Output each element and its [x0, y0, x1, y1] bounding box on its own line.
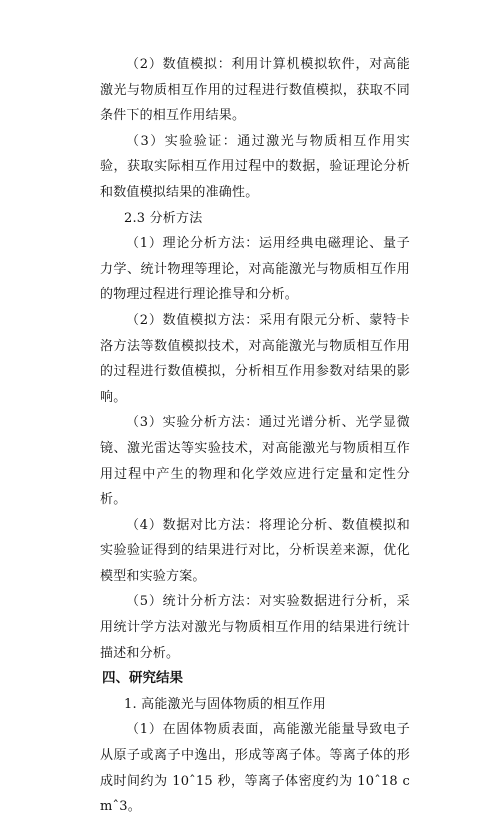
paragraph-experimental-verification: （3）实验验证：通过激光与物质相互作用实验，获取实际相互作用过程中的数据，验证理论分析和数值模拟结果的准确性。 — [100, 133, 410, 200]
paragraph-data-comparison: （4）数据对比方法：将理论分析、数值模拟和实验验证得到的结果进行对比，分析误差来源，优化模型和实验方案。 — [100, 517, 410, 584]
section-heading-2-3: 2.3 分析方法 — [124, 210, 203, 226]
subsection-heading-solid-interaction: 1. 高能激光与固体物质的相互作用 — [124, 696, 326, 712]
section-heading-research-results: 四、研究结果 — [102, 670, 183, 687]
paragraph-numerical-method: （2）数值模拟方法：采用有限元分析、蒙特卡洛方法等数值模拟技术，对高能激光与物质相互作用的过程进行数值模拟，分析相互作用参数对结果的影响。 — [100, 312, 410, 405]
paragraph-statistical-analysis: （5）统计分析方法：对实验数据进行分析，采用统计学方法对激光与物质相互作用的结果进行统计描述和分析。 — [100, 594, 410, 661]
paragraph-plasma-formation: （1）在固体物质表面，高能激光能量导致电子从原子或离子中逸出，形成等离子体。等离子体的形成时间约为 10ˆ15 秒，等离子体密度约为 10ˆ18 cmˆ3。 — [100, 722, 410, 815]
paragraph-experimental-analysis: （3）实验分析方法：通过光谱分析、光学显微镜、激光雷达等实验技术，对高能激光与物质相互作用过程中产生的物理和化学效应进行定量和定性分析。 — [100, 415, 410, 508]
paragraph-numerical-simulation: （2）数值模拟：利用计算机模拟软件，对高能激光与物质相互作用的过程进行数值模拟，获取不同条件下的相互作用结果。 — [100, 57, 410, 124]
document-body — [100, 52, 410, 820]
paragraph-theoretical-analysis: （1）理论分析方法：运用经典电磁理论、量子力学、统计物理等理论，对高能激光与物质相互作用的物理过程进行理论推导和分析。 — [100, 236, 410, 303]
